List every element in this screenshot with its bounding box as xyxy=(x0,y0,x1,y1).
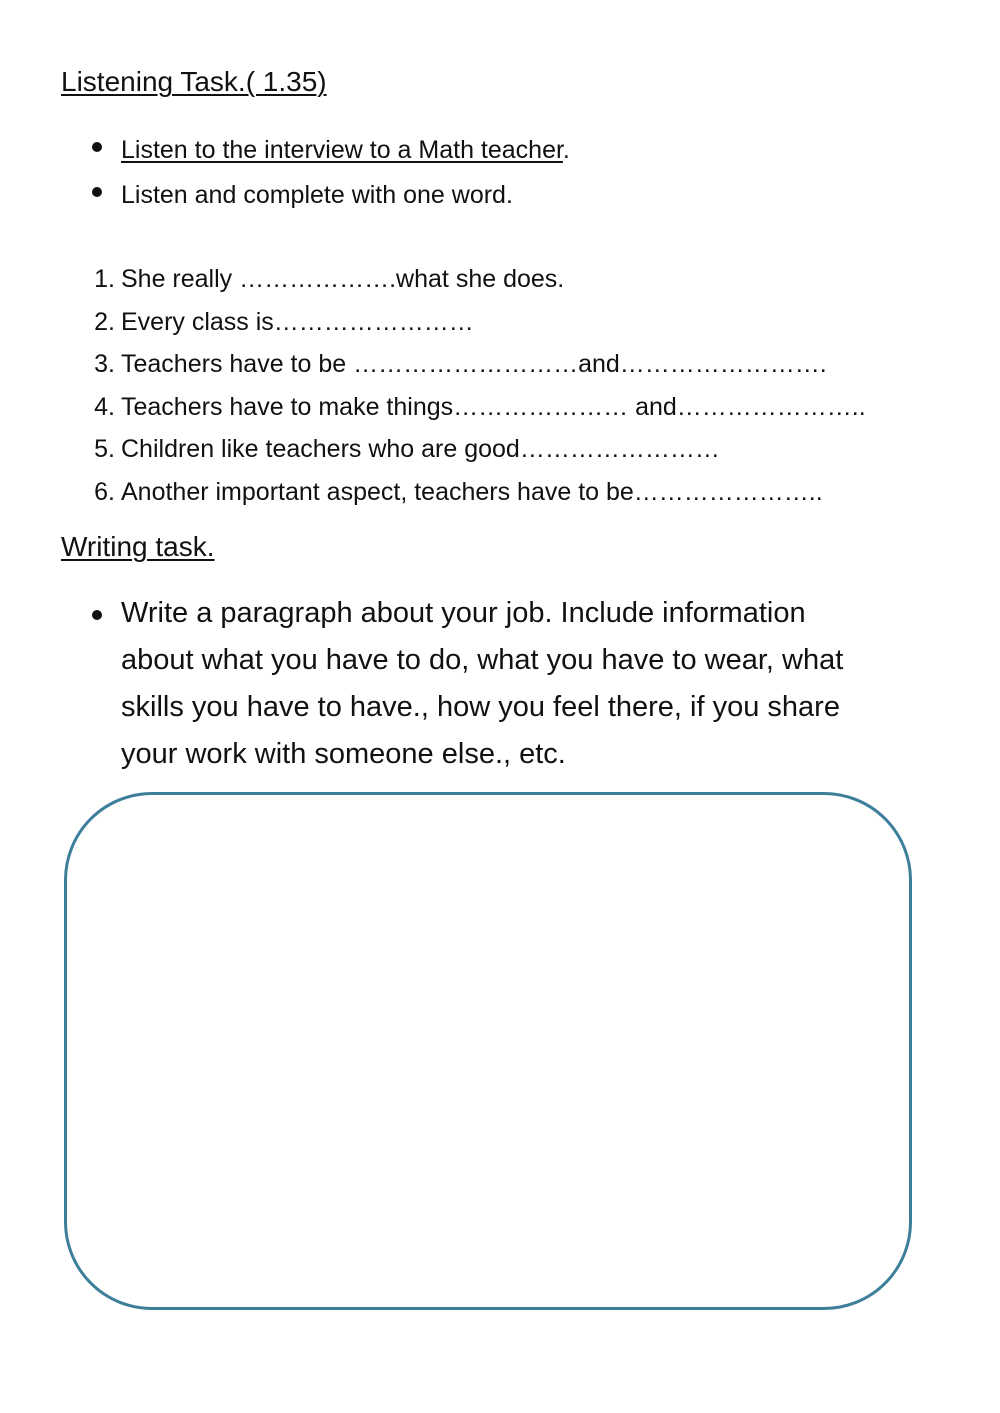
writing-answer-box[interactable] xyxy=(64,792,912,1310)
question-number: 5. xyxy=(94,435,115,463)
question-item xyxy=(0,386,866,429)
listening-instructions xyxy=(0,128,570,218)
question-item xyxy=(0,258,866,301)
instruction-complete-one-word xyxy=(0,173,570,218)
instruction-text: Listen and complete with one word. xyxy=(121,181,513,209)
question-number: 1. xyxy=(94,265,115,293)
writing-instruction xyxy=(0,590,921,778)
question-item xyxy=(0,428,866,471)
writing-instruction-line: skills you have to have., how you feel there, if you share xyxy=(121,691,840,723)
question-text: Every class is…………………… xyxy=(121,307,474,336)
listening-task-heading: Listening Task.( 1.35) xyxy=(61,66,327,97)
writing-instructions xyxy=(0,590,921,778)
question-text: Teachers have to make things………………… and………………….. xyxy=(121,392,866,421)
question-text: Children like teachers who are good…………………… xyxy=(121,435,720,463)
question-number: 2. xyxy=(94,307,115,336)
question-item xyxy=(0,301,866,344)
writing-instruction-line: Write a paragraph about your job. Include information xyxy=(121,597,806,629)
writing-task-heading: Writing task. xyxy=(61,531,215,562)
question-text: Another important aspect, teachers have to be………………….. xyxy=(121,477,823,506)
question-text: Teachers have to be ………………………and……………………. xyxy=(121,350,827,378)
question-number: 4. xyxy=(94,392,115,421)
writing-instruction-line: about what you have to do, what you have to wear, what xyxy=(121,644,844,676)
writing-instruction-line: your work with someone else., etc. xyxy=(121,738,566,770)
question-item xyxy=(0,343,866,386)
question-number: 3. xyxy=(94,350,115,378)
instruction-text: . xyxy=(562,136,570,164)
question-list xyxy=(0,258,866,513)
instruction-underlined-text: Listen to the interview to a Math teacher xyxy=(121,136,563,164)
question-item xyxy=(0,471,866,514)
question-number: 6. xyxy=(94,477,115,506)
question-text: She really ……………….what she does. xyxy=(121,265,565,293)
instruction-listen-interview xyxy=(0,128,570,173)
